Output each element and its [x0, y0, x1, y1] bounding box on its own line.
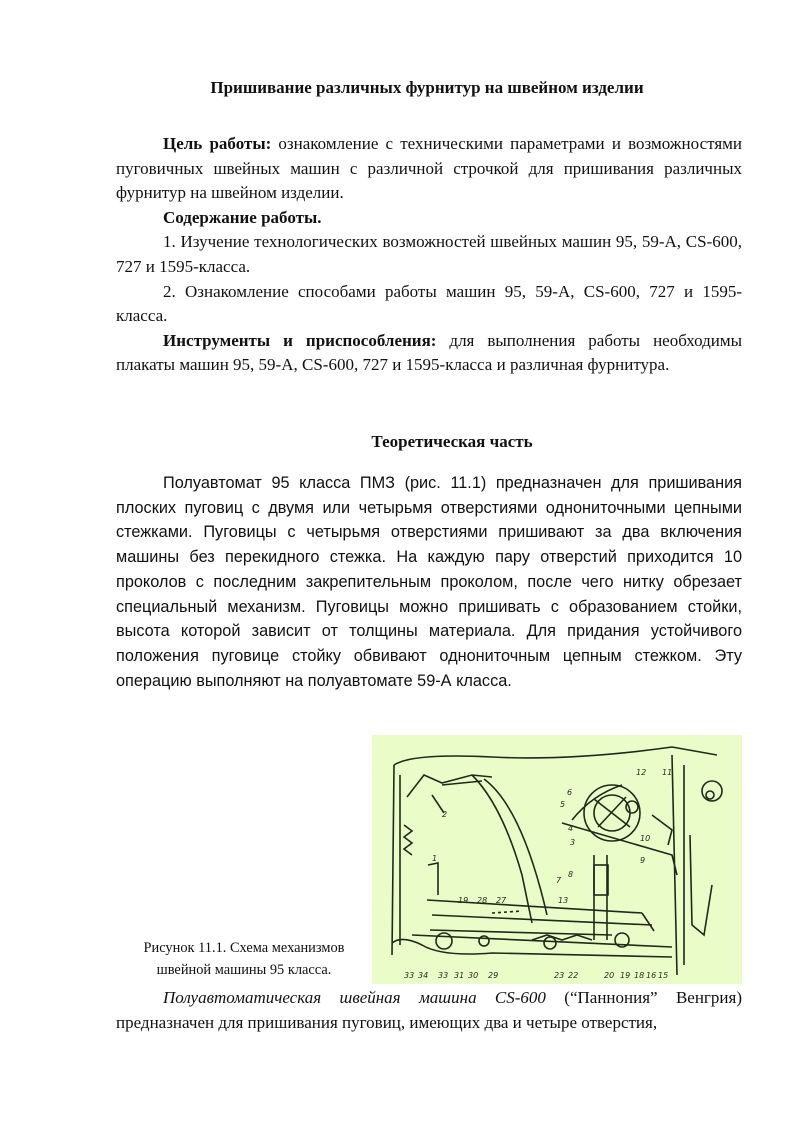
tools-label: Инструменты и приспособления: — [163, 330, 437, 350]
label-8: 8 — [568, 870, 574, 879]
goal-text: ознакомление с техническими параметрами и возможностями пуговичных швейных машин с различной строчкой для пришивания различных фурнитур на швейном изделии. — [116, 134, 742, 203]
label-33a: 33 — [404, 971, 415, 980]
content-heading: Содержание работы. — [163, 207, 322, 227]
label-10: 10 — [640, 834, 651, 843]
machine-schematic-drawing — [372, 735, 742, 984]
label-31: 31 — [454, 971, 465, 980]
label-13: 13 — [558, 896, 569, 905]
label-30: 30 — [468, 971, 479, 980]
figure-machine-schematic — [372, 735, 742, 984]
goal-paragraph — [116, 132, 742, 206]
label-27: 27 — [496, 896, 507, 905]
label-6: 6 — [567, 788, 573, 797]
label-19-mid: 19 — [458, 896, 469, 905]
label-18: 18 — [634, 971, 645, 980]
label-4: 4 — [568, 824, 574, 833]
caption-line-1: Рисунок 11.1. Схема механизмов — [143, 940, 345, 956]
label-1: 1 — [432, 854, 438, 863]
label-9: 9 — [640, 856, 646, 865]
label-23: 23 — [554, 971, 565, 980]
label-22: 22 — [568, 971, 579, 980]
goal-label: Цель работы: — [163, 134, 272, 153]
content-item-1: 1. Изучение технологических возможностей швейных машин 95, 59-А, CS-600, 727 и 1595-класса. — [116, 232, 742, 276]
tools-text: для выполнения работы необходимы плакаты машин 95, 59-А, CS-600, 727 и 1595-класса и различная фурнитура. — [116, 330, 742, 375]
goal-section — [116, 132, 742, 378]
label-3: 3 — [570, 838, 576, 847]
label-5: 5 — [560, 800, 566, 809]
label-20: 20 — [604, 971, 615, 980]
label-7: 7 — [556, 876, 562, 885]
label-28: 28 — [477, 896, 488, 905]
cs600-paragraph — [116, 986, 742, 1035]
cs600-title: Полуавтоматическая швейная машина CS-600 — [163, 988, 546, 1007]
label-19b: 19 — [620, 971, 631, 980]
figure-caption — [128, 937, 360, 981]
label-34: 34 — [418, 971, 429, 980]
content-item-2: 2. Ознакомление способами работы машин 95, 59-А, CS-600, 727 и 1595-класса. — [116, 281, 742, 326]
theory-paragraph: Полуавтомат 95 класса ПМЗ (рис. 11.1) предназначен для пришивания плоских пуговиц с двумя или четырьмя отверстиями однониточными цепными стежками. Пуговицы с четырьмя отверстиями пришивают за два включения машины без перекидного стежка. На каждую пару отверстий приходится 10 проколов с последним закрепительным проколом, после чего нитку обрезает специальный механизм. Пуговицы можно пришивать с образованием стойки, высота которой зависит от толщины материала. Для придания устойчивого положения пуговице стойку обвивают однониточным цепным стежком. Эту операцию выполняют на полуавтомате 59-А класса. — [116, 474, 742, 690]
cs600-section — [116, 986, 742, 1035]
label-15: 15 — [658, 971, 669, 980]
label-29: 29 — [488, 971, 499, 980]
caption-line-2: швейной машины 95 класса. — [156, 962, 332, 978]
label-33b: 33 — [438, 971, 449, 980]
tools-paragraph — [116, 329, 742, 378]
label-11: 11 — [662, 768, 673, 777]
label-12: 12 — [636, 768, 647, 777]
cs600-text: (“Паннония” Венгрия) предназначен для пришивания пуговиц, имеющих два и четыре отверстия, — [116, 988, 742, 1032]
theory-heading: Теоретическая часть — [371, 432, 533, 451]
label-16: 16 — [646, 971, 657, 980]
theory-section — [116, 471, 742, 693]
document-title: Пришивание различных фурнитур на швейном изделии — [210, 78, 644, 97]
label-2: 2 — [442, 810, 448, 819]
